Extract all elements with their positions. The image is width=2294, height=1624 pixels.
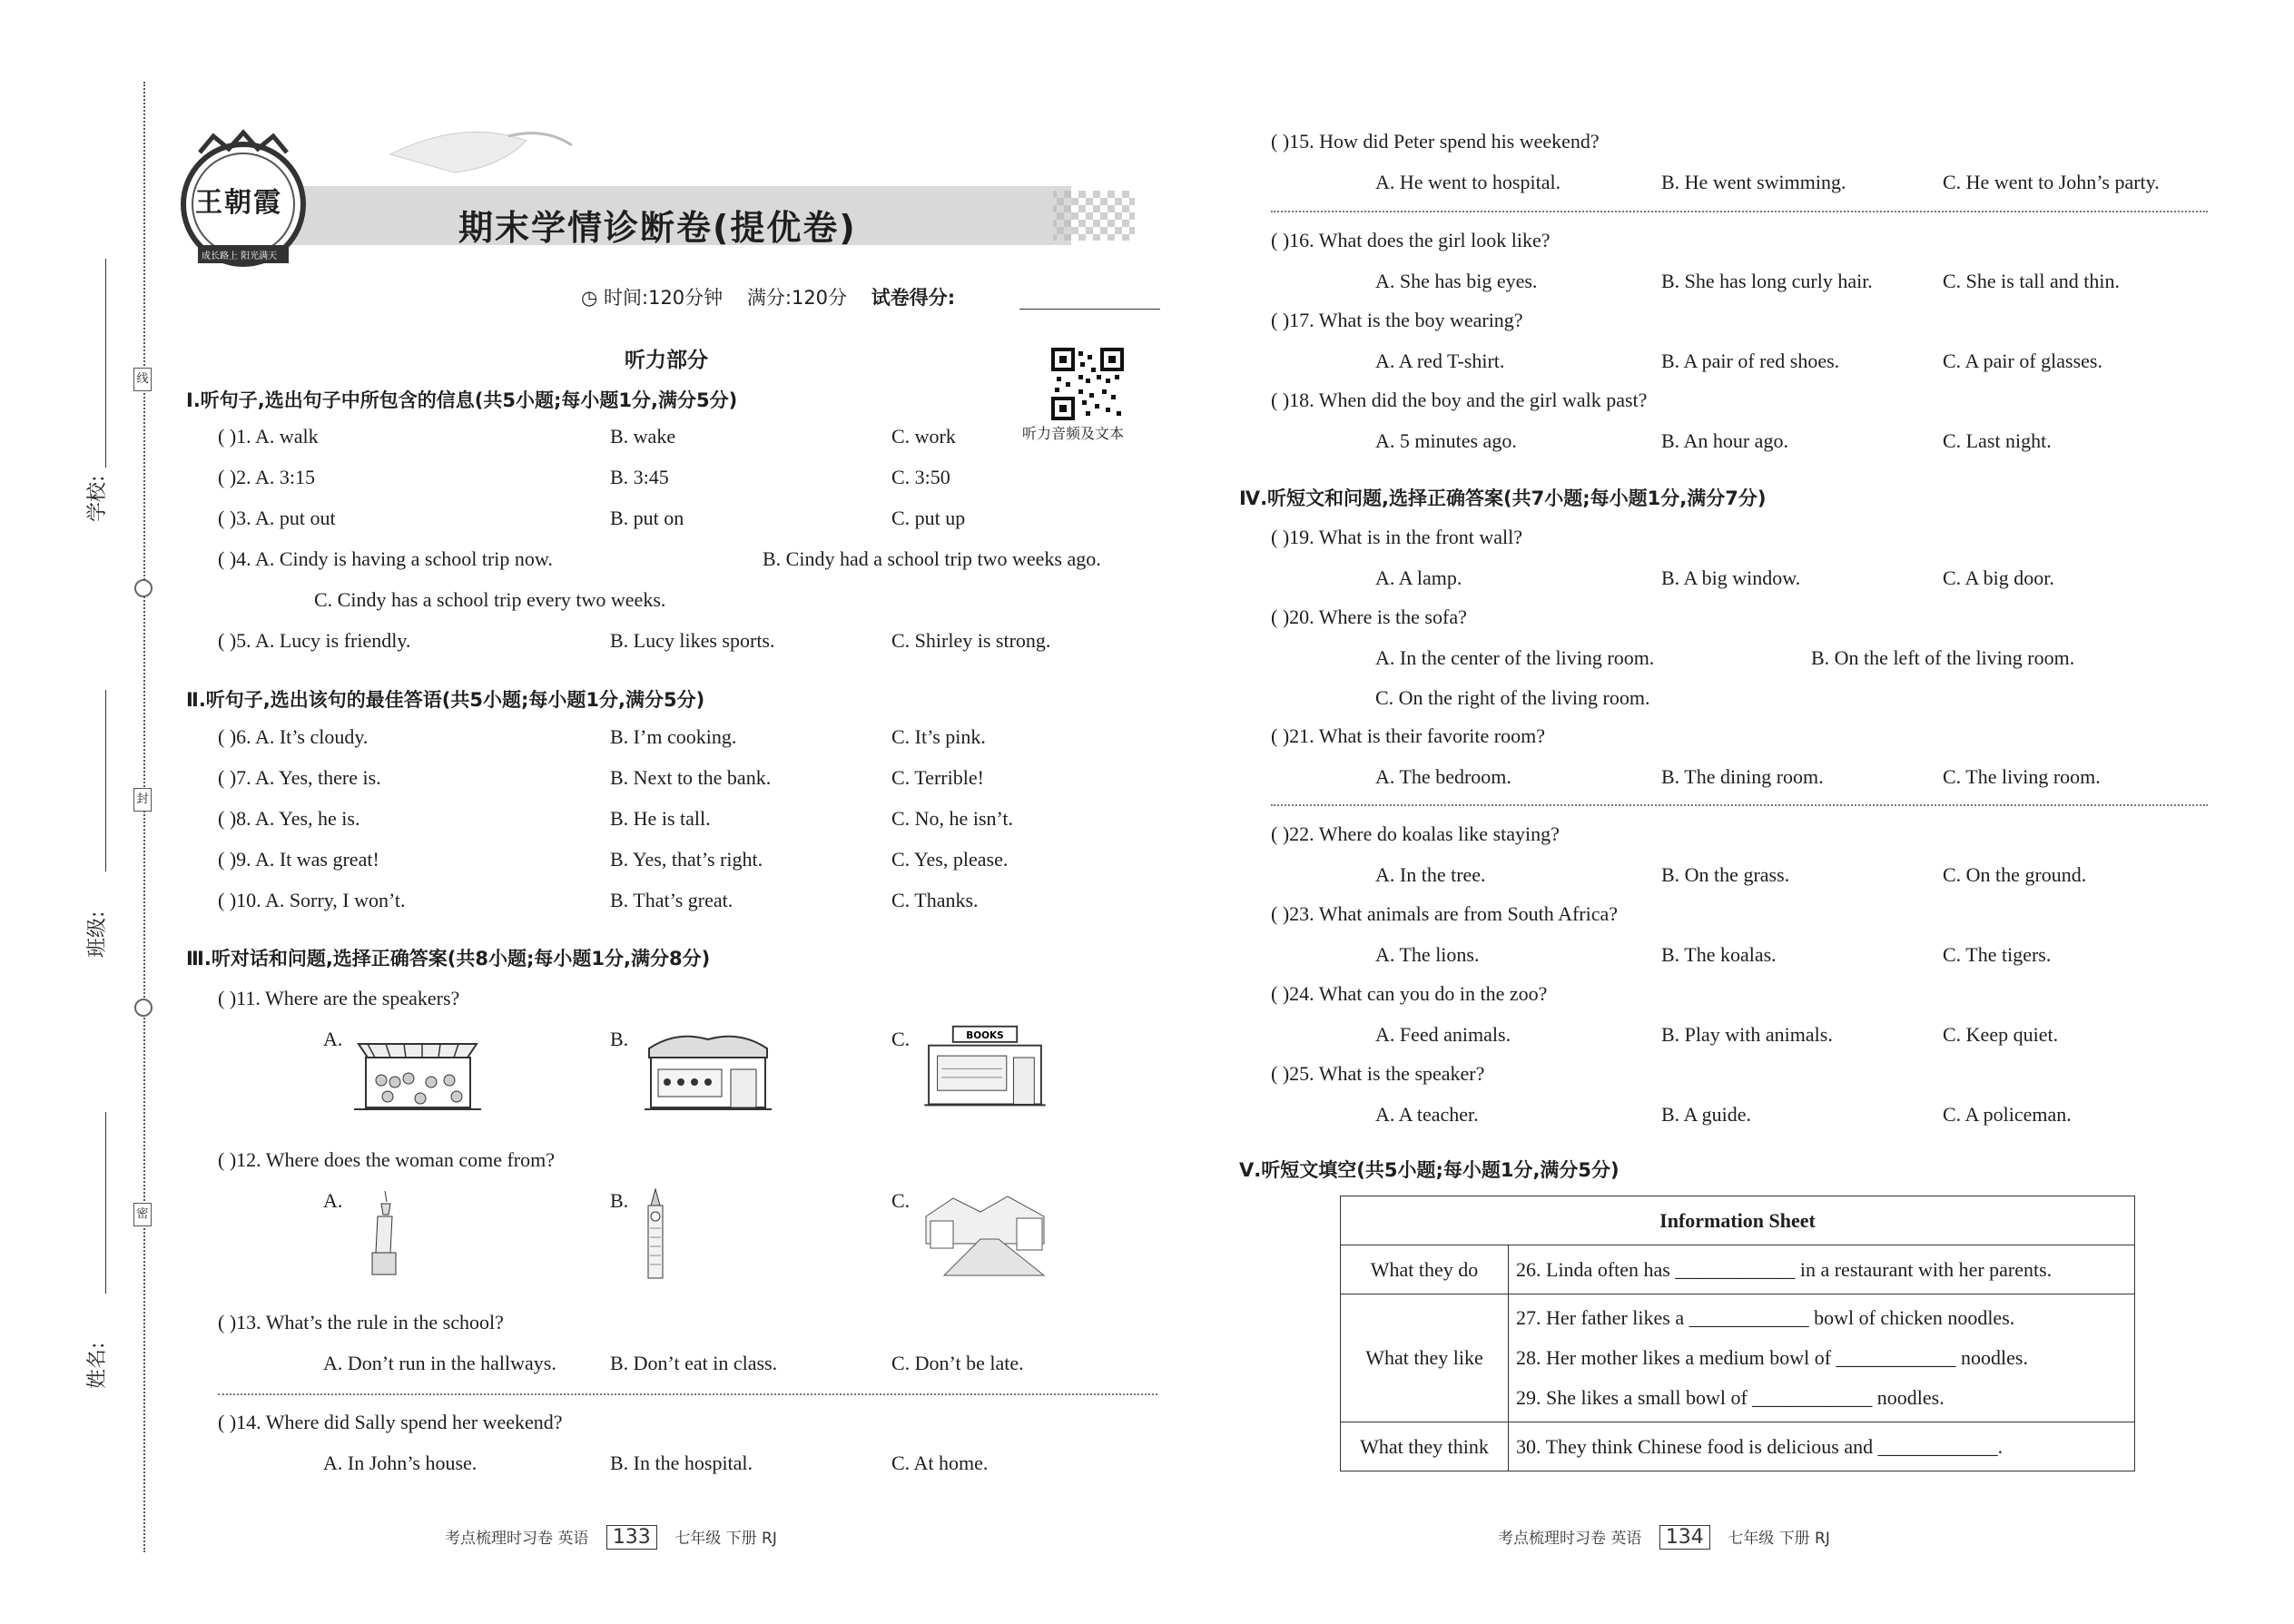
q22-stem: ( )22. Where do koalas like staying? — [1271, 822, 1560, 845]
q18-stem: ( )18. When did the boy and the girl walk past? — [1271, 389, 1648, 411]
result-fill-line — [1019, 309, 1160, 310]
q2-option-b: B. 3:45 — [610, 466, 669, 488]
q18-option-c: C. Last night. — [1943, 429, 2052, 452]
q21-option-a: A. The bedroom. — [1375, 765, 1511, 788]
q4-option-c: C. Cindy has a school trip every two weeks. — [314, 588, 666, 611]
name-label: 姓名: — [86, 1342, 109, 1389]
footer-right-grade: 七年级 下册 RJ — [1728, 1530, 1830, 1548]
brand-badge-motto: 成长路上 阳光满天 — [202, 251, 278, 261]
table-row-label: What they do — [1341, 1245, 1509, 1294]
q18-option-a: A. 5 minutes ago. — [1375, 429, 1517, 452]
q1-option-c: C. work — [891, 425, 956, 448]
q8-stem: ( )8. A. Yes, he is. — [218, 807, 360, 830]
q2-option-c: C. 3:50 — [891, 466, 950, 488]
q24-option-b: B. Play with animals. — [1661, 1023, 1833, 1046]
q11-stem: ( )11. Where are the speakers? — [218, 987, 460, 1009]
q24-option-a: A. Feed animals. — [1375, 1023, 1511, 1046]
q20-option-a: A. In the center of the living room. — [1375, 646, 1655, 669]
q11-option-a-label: A. — [323, 1028, 343, 1050]
q3-option-c: C. put up — [891, 507, 966, 529]
class-fill-line — [105, 690, 106, 871]
qr-code-icon — [1051, 348, 1124, 420]
q13-stem: ( )13. What’s the rule in the school? — [218, 1311, 504, 1334]
q16-option-c: C. She is tall and thin. — [1943, 270, 2120, 292]
blank-29[interactable]: 29. She likes a small bowl of ____________ noodles. — [1516, 1386, 1944, 1409]
q25-stem: ( )25. What is the speaker? — [1271, 1062, 1485, 1085]
school-fill-line — [105, 259, 106, 468]
section-4-heading: Ⅳ.听短文和问题,选择正确答案(共7小题;每小题1分,满分7分) — [1239, 487, 1767, 509]
big-ben-picture — [640, 1187, 672, 1283]
binding-circle-2 — [134, 999, 153, 1017]
q17-option-a: A. A red T-shirt. — [1375, 349, 1505, 372]
city-street-picture — [917, 1189, 1053, 1280]
blank-30[interactable]: 30. They think Chinese food is delicious and ____________. — [1509, 1422, 2135, 1471]
q14-option-a: A. In John’s house. — [323, 1452, 478, 1474]
blank-26[interactable]: 26. Linda often has ____________ in a restaurant with her parents. — [1509, 1245, 2135, 1294]
q10-option-b: B. That’s great. — [610, 889, 733, 911]
q6-stem: ( )6. A. It’s cloudy. — [218, 725, 369, 748]
blank-28[interactable]: 28. Her mother likes a medium bowl of ____________ noodles. — [1516, 1346, 2028, 1369]
q12-option-a-label: A. — [323, 1189, 343, 1212]
q22-option-a: A. In the tree. — [1375, 863, 1486, 886]
information-sheet-table — [1340, 1196, 2135, 1471]
bookstore-picture — [917, 1021, 1053, 1112]
q24-option-c: C. Keep quiet. — [1943, 1023, 2059, 1046]
q9-stem: ( )9. A. It was great! — [218, 848, 379, 871]
time-label: 时间:120分钟 — [604, 287, 724, 309]
divider-line — [218, 1393, 1157, 1395]
brand-badge-text: 王朝霞 — [195, 187, 282, 219]
q14-stem: ( )14. Where did Sally spend her weekend? — [218, 1411, 563, 1433]
q6-option-b: B. I’m cooking. — [610, 725, 737, 748]
q1-option-b: B. wake — [610, 425, 676, 448]
q3-option-b: B. put on — [610, 507, 684, 529]
q15-option-c: C. He went to John’s party. — [1943, 171, 2160, 193]
q15-option-b: B. He went swimming. — [1661, 171, 1846, 193]
footer-right — [1498, 1525, 1830, 1550]
q22-option-b: B. On the grass. — [1661, 863, 1790, 886]
q20-option-b: B. On the left of the living room. — [1811, 646, 2075, 669]
footer-left — [445, 1525, 777, 1550]
binding-mark-feng: 封 — [133, 788, 152, 812]
page-number-right: 134 — [1659, 1525, 1710, 1550]
q16-option-b: B. She has long curly hair. — [1661, 270, 1873, 292]
score-label: 满分:120分 — [746, 287, 848, 309]
restaurant-picture — [640, 1026, 776, 1117]
clock-icon: ◷ — [581, 287, 598, 309]
q15-option-a: A. He went to hospital. — [1375, 171, 1561, 193]
binding-circle-1 — [134, 579, 153, 597]
q22-option-c: C. On the ground. — [1943, 863, 2087, 886]
q5-option-c: C. Shirley is strong. — [891, 629, 1051, 652]
exam-info — [581, 283, 955, 310]
q6-option-c: C. It’s pink. — [891, 725, 986, 748]
q25-option-b: B. A guide. — [1661, 1103, 1752, 1126]
fruit-shop-picture — [350, 1026, 486, 1117]
q10-option-c: C. Thanks. — [891, 889, 979, 911]
q18-option-b: B. An hour ago. — [1661, 429, 1788, 452]
q23-option-c: C. The tigers. — [1943, 943, 2052, 966]
q23-option-a: A. The lions. — [1375, 943, 1480, 966]
section-2-heading: Ⅱ.听句子,选出该句的最佳答语(共5小题;每小题1分,满分5分) — [186, 689, 705, 711]
q3-stem: ( )3. A. put out — [218, 507, 336, 529]
page-number-left: 133 — [606, 1525, 657, 1550]
name-fill-line — [105, 1112, 106, 1294]
q19-stem: ( )19. What is in the front wall? — [1271, 526, 1522, 548]
q9-option-b: B. Yes, that’s right. — [610, 848, 763, 871]
page-title: 期末学情诊断卷(提优卷) — [458, 208, 857, 248]
table-title: Information Sheet — [1341, 1196, 2135, 1245]
statue-of-liberty-picture — [363, 1189, 399, 1280]
q23-stem: ( )23. What animals are from South Africa? — [1271, 902, 1619, 925]
q21-stem: ( )21. What is their favorite room? — [1271, 724, 1545, 747]
q25-option-c: C. A policeman. — [1943, 1103, 2072, 1126]
divider-line — [1271, 804, 2208, 806]
q17-option-c: C. A pair of glasses. — [1943, 349, 2102, 372]
q20-option-c: C. On the right of the living room. — [1375, 686, 1650, 709]
q17-option-b: B. A pair of red shoes. — [1661, 349, 1840, 372]
q1-stem: ( )1. A. walk — [218, 425, 319, 448]
q8-option-b: B. He is tall. — [610, 807, 711, 830]
q14-option-b: B. In the hospital. — [610, 1452, 753, 1474]
q10-stem: ( )10. A. Sorry, I won’t. — [218, 889, 406, 911]
q12-option-c-label: C. — [891, 1189, 911, 1212]
q8-option-c: C. No, he isn’t. — [891, 807, 1014, 830]
section-1-heading: Ⅰ.听句子,选出句子中所包含的信息(共5小题;每小题1分,满分5分) — [186, 389, 738, 411]
q19-option-a: A. A lamp. — [1375, 566, 1462, 589]
q13-option-c: C. Don’t be late. — [891, 1352, 1024, 1374]
qr-caption: 听力音频及文本 — [1022, 425, 1125, 442]
q12-stem: ( )12. Where does the woman come from? — [218, 1148, 556, 1171]
q13-option-b: B. Don’t eat in class. — [610, 1352, 778, 1374]
q16-stem: ( )16. What does the girl look like? — [1271, 229, 1551, 251]
binding-dotted-line — [143, 82, 145, 1552]
footer-left-grade: 七年级 下册 RJ — [674, 1530, 777, 1548]
q11-option-c-label: C. — [891, 1028, 911, 1050]
q5-option-b: B. Lucy likes sports. — [610, 629, 775, 652]
table-row-label: What they think — [1341, 1422, 1509, 1471]
bookstore-sign: BOOKS — [966, 1030, 1004, 1042]
listening-heading: 听力部分 — [625, 349, 708, 372]
q24-stem: ( )24. What can you do in the zoo? — [1271, 982, 1548, 1005]
divider-line — [1271, 211, 2208, 212]
q17-stem: ( )17. What is the boy wearing? — [1271, 309, 1523, 331]
q5-stem: ( )5. A. Lucy is friendly. — [218, 629, 411, 652]
q12-option-b-label: B. — [610, 1189, 629, 1212]
q9-option-c: C. Yes, please. — [891, 848, 1009, 871]
q14-option-c: C. At home. — [891, 1452, 989, 1474]
table-row-label: What they like — [1341, 1294, 1509, 1422]
q11-option-b-label: B. — [610, 1028, 629, 1050]
q4-option-b: B. Cindy had a school trip two weeks ago. — [763, 547, 1101, 570]
q25-option-a: A. A teacher. — [1375, 1103, 1479, 1126]
q13-option-a: A. Don’t run in the hallways. — [323, 1352, 556, 1374]
q19-option-b: B. A big window. — [1661, 566, 1801, 589]
section-5-heading: Ⅴ.听短文填空(共5小题;每小题1分,满分5分) — [1239, 1159, 1620, 1181]
q7-stem: ( )7. A. Yes, there is. — [218, 766, 381, 789]
q15-stem: ( )15. How did Peter spend his weekend? — [1271, 130, 1600, 153]
school-label: 学校: — [86, 475, 109, 522]
section-3-heading: Ⅲ.听对话和问题,选择正确答案(共8小题;每小题1分,满分8分) — [186, 948, 711, 969]
q2-stem: ( )2. A. 3:15 — [218, 466, 315, 488]
footer-right-series: 考点梳理时习卷 英语 — [1498, 1530, 1642, 1548]
result-label: 试卷得分: — [871, 287, 956, 309]
q21-option-b: B. The dining room. — [1661, 765, 1824, 788]
binding-mark-xian: 线 — [133, 368, 152, 391]
q20-stem: ( )20. Where is the sofa? — [1271, 605, 1467, 628]
q4-stem: ( )4. A. Cindy is having a school trip now. — [218, 547, 553, 570]
q23-option-b: B. The koalas. — [1661, 943, 1777, 966]
class-label: 班级: — [86, 910, 109, 958]
q7-option-c: C. Terrible! — [891, 766, 984, 789]
footer-left-series: 考点梳理时习卷 英语 — [445, 1530, 589, 1548]
q19-option-c: C. A big door. — [1943, 566, 2054, 589]
q7-option-b: B. Next to the bank. — [610, 766, 772, 789]
q21-option-c: C. The living room. — [1943, 765, 2101, 788]
q16-option-a: A. She has big eyes. — [1375, 270, 1538, 292]
blank-27[interactable]: 27. Her father likes a ____________ bowl of chicken noodles. — [1516, 1306, 2015, 1329]
binding-mark-mi: 密 — [133, 1203, 152, 1226]
